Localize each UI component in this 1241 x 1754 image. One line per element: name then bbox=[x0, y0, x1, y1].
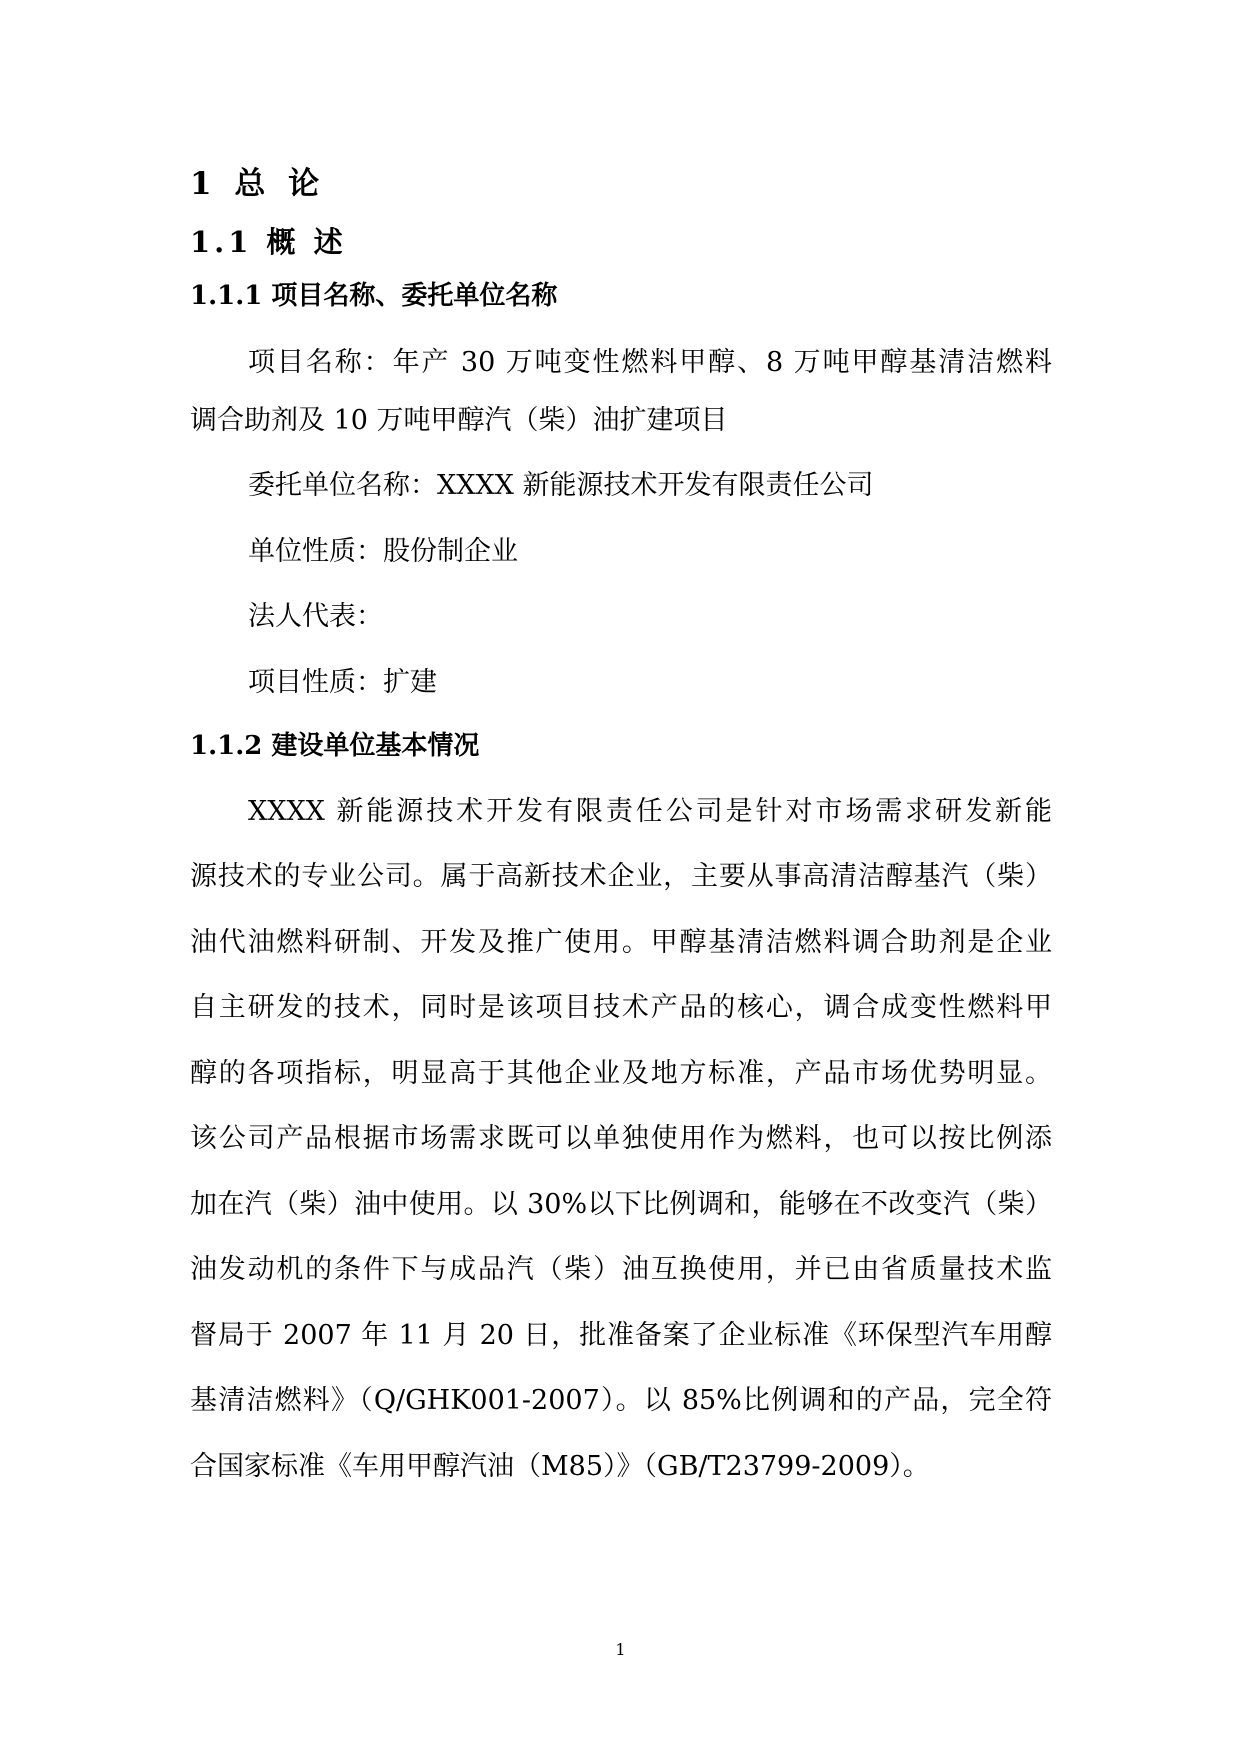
body-line: 加在汽（柴）油中使用。以 30%以下比例调和，能够在不改变汽（柴） bbox=[190, 1189, 1052, 1220]
subsection-heading-basic-info: 1.1.2 建设单位基本情况 bbox=[190, 731, 480, 761]
unit-nature: 单位性质：股份制企业 bbox=[248, 536, 518, 567]
body-line: 基清洁燃料》（Q/GHK001-2007）。以 85%比例调和的产品，完全符 bbox=[190, 1385, 1052, 1416]
subsection-heading-project-name: 1.1.1 项目名称、委托单位名称 bbox=[190, 281, 558, 311]
page-number: 1 bbox=[615, 1640, 626, 1659]
body-line: 督局于 2007 年 11 月 20 日，批准备案了企业标准《环保型汽车用醇 bbox=[190, 1320, 1052, 1351]
project-nature: 项目性质：扩建 bbox=[248, 667, 437, 698]
legal-representative: 法人代表： bbox=[248, 601, 383, 632]
body-line: 自主研发的技术，同时是该项目技术产品的核心，调合成变性燃料甲 bbox=[190, 992, 1052, 1023]
chapter-heading: 1 总 论 bbox=[190, 166, 326, 202]
body-line: 油代油燃料研制、开发及推广使用。甲醇基清洁燃料调合助剂是企业 bbox=[190, 927, 1052, 958]
body-line: 醇的各项指标，明显高于其他企业及地方标准，产品市场优势明显。 bbox=[190, 1058, 1052, 1089]
section-heading: 1.1 概 述 bbox=[190, 225, 347, 259]
body-line: XXXX 新能源技术开发有限责任公司是针对市场需求研发新能 bbox=[248, 796, 1052, 827]
body-line: 合国家标准《车用甲醇汽油（M85）》（GB/T23799-2009）。 bbox=[190, 1451, 930, 1482]
client-name: 委托单位名称：XXXX 新能源技术开发有限责任公司 bbox=[248, 470, 874, 501]
project-name-line-1: 项目名称：年产 30 万吨变性燃料甲醇、8 万吨甲醇基清洁燃料 bbox=[248, 347, 1052, 378]
body-line: 该公司产品根据市场需求既可以单独使用作为燃料，也可以按比例添 bbox=[190, 1123, 1052, 1154]
body-line: 油发动机的条件下与成品汽（柴）油互换使用，并已由省质量技术监 bbox=[190, 1254, 1052, 1285]
project-name-line-2: 调合助剂及 10 万吨甲醇汽（柴）油扩建项目 bbox=[190, 405, 728, 436]
body-line: 源技术的专业公司。属于高新技术企业，主要从事高清洁醇基汽（柴） bbox=[190, 861, 1052, 892]
